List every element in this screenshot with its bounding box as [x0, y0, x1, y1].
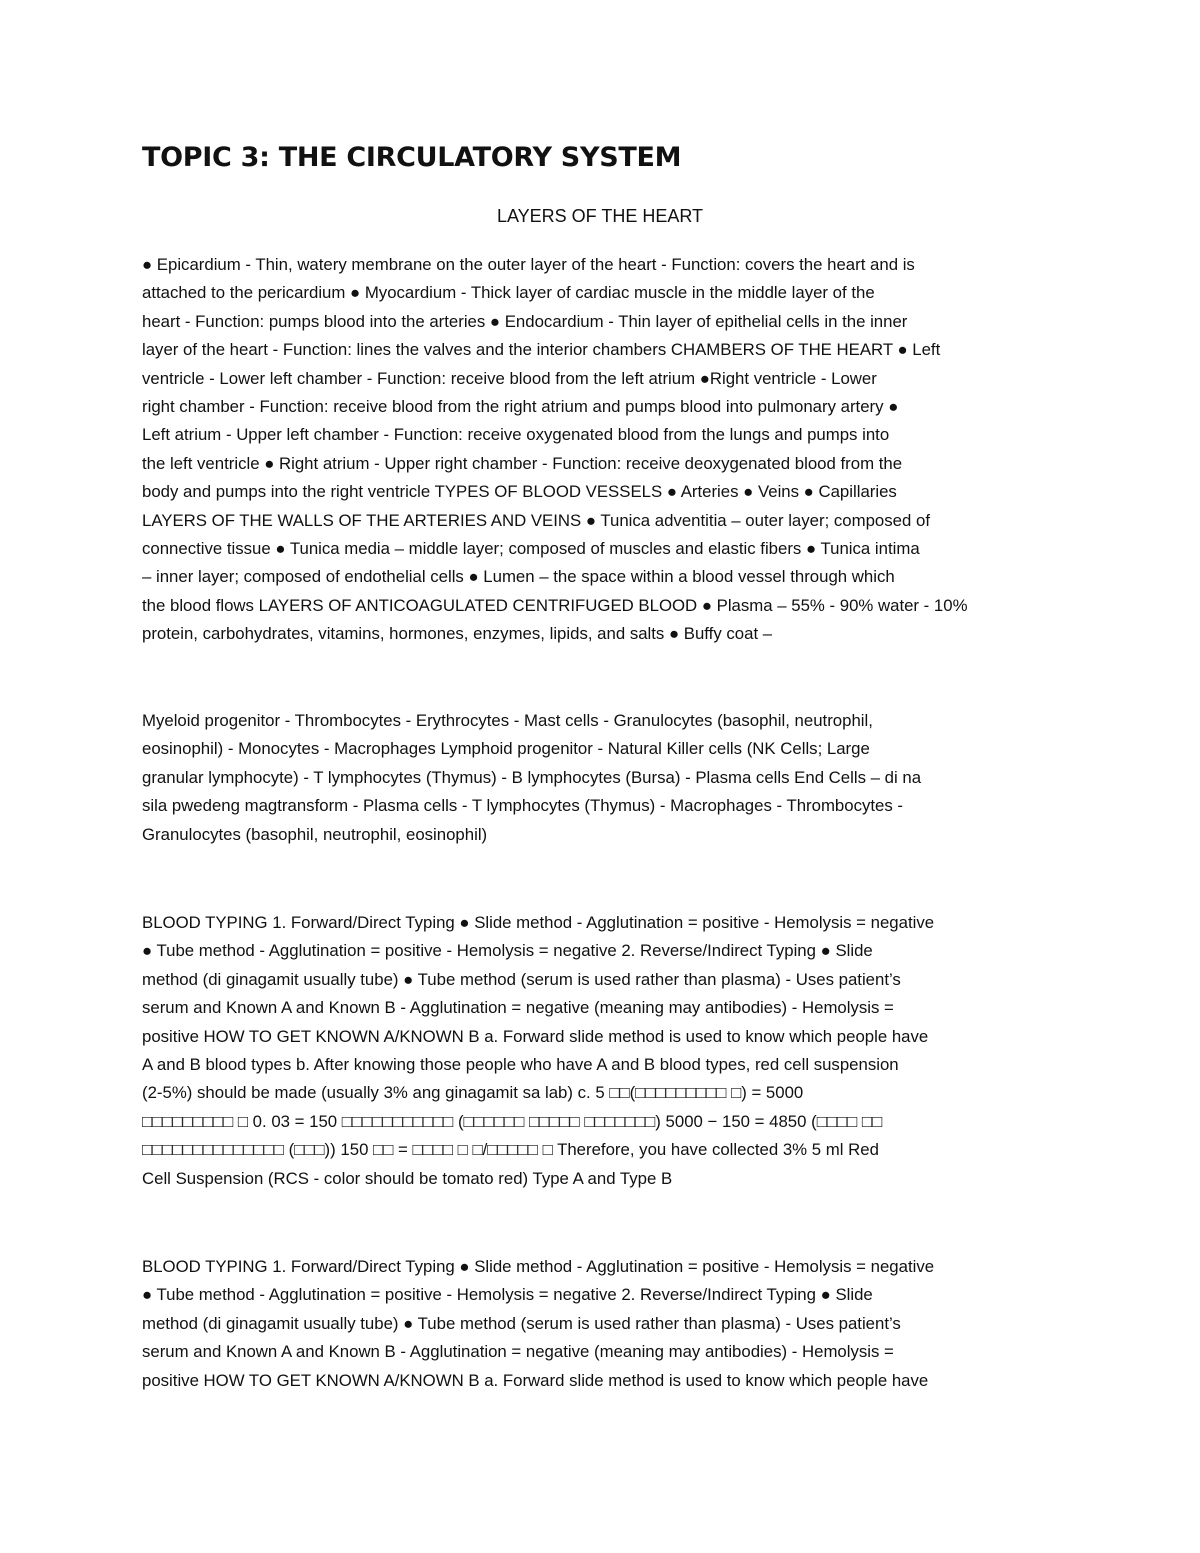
text-line: Cell Suspension (RCS - color should be tomato red) Type A and Type B — [142, 1168, 673, 1188]
text-line: BLOOD TYPING 1. Forward/Direct Typing ● Slide method - Agglutination = positive - Hemolysis = negative — [142, 913, 935, 932]
paragraph-progenitors — [142, 707, 1064, 849]
text-line: ● Tube method - Agglutination = positive - Hemolysis = negative 2. Reverse/Indirect Typing ● Slide — [142, 1285, 873, 1305]
text-line: protein, carbohydrates, vitamins, hormones, enzymes, lipids, and salts ● Buffy coat – — [142, 624, 773, 644]
text-line: Myeloid progenitor - Thrombocytes - Erythrocytes - Mast cells - Granulocytes (basophil, neutrophil, — [142, 711, 873, 730]
text-line: A and B blood types b. After knowing those people who have A and B blood types, red cell suspension — [142, 1055, 899, 1075]
page-title: TOPIC 3: THE CIRCULATORY SYSTEM — [142, 142, 682, 173]
text-line: LAYERS OF THE WALLS OF THE ARTERIES AND VEINS ● Tunica adventitia – outer layer; composed of — [142, 510, 930, 530]
text-line: layer of the heart - Function: lines the valves and the interior chambers CHAMBERS OF THE HEART ● Left — [142, 340, 941, 360]
text-line: attached to the pericardium ● Myocardium - Thick layer of cardiac muscle in the middle layer of the — [142, 283, 875, 303]
text-line: positive HOW TO GET KNOWN A/KNOWN B a. Forward slide method is used to know which people have — [142, 1370, 929, 1390]
text-line: connective tissue ● Tunica media – middle layer; composed of muscles and elastic fibers ● Tunica intima — [142, 539, 920, 559]
text-line: serum and Known A and Known B - Agglutination = negative (meaning may antibodies) - Hemolysis = — [142, 1342, 894, 1362]
text-line: ● Tube method - Agglutination = positive - Hemolysis = negative 2. Reverse/Indirect Typing ● Slide — [142, 941, 873, 961]
text-line: method (di ginagamit usually tube) ● Tube method (serum is used rather than plasma) - Uses patient’s — [142, 969, 901, 989]
text-line: the left ventricle ● Right atrium - Upper right chamber - Function: receive deoxygenated blood from the — [142, 453, 903, 473]
text-line: ventricle - Lower left chamber - Function: receive blood from the left atrium ●Right ventricle - Lower — [142, 368, 877, 388]
text-line: heart - Function: pumps blood into the arteries ● Endocardium - Thin layer of epithelial cells in the inner — [142, 311, 908, 331]
text-line: sila pwedeng magtransform - Plasma cells - T lymphocytes (Thymus) - Macrophages - Thrombocytes - — [142, 796, 904, 816]
text-line: eosinophil) - Monocytes - Macrophages Lymphoid progenitor - Natural Killer cells (NK Cells; Large — [142, 739, 870, 759]
text-line: □□□□□□□□□ □ 0. 03 = 150 □□□□□□□□□□□ (□□□□□□ □□□□□ □□□□□□□) 5000 − 150 = 4850 (□□□□ □□ — [142, 1111, 883, 1131]
text-line: □□□□□□□□□□□□□□ (□□□)) 150 □□ = □□□□ □ □/□□□□□ □ Therefore, you have collected 3% 5 ml Red — [142, 1140, 879, 1160]
paragraph-blood-typing — [142, 909, 1064, 1193]
text-line: body and pumps into the right ventricle TYPES OF BLOOD VESSELS ● Arteries ● Veins ● Capillaries — [142, 482, 897, 502]
text-line: Left atrium - Upper left chamber - Function: receive oxygenated blood from the lungs and pumps into — [142, 425, 890, 445]
paragraph-blood-typing-repeat — [142, 1253, 1064, 1395]
text-line: – inner layer; composed of endothelial cells ● Lumen – the space within a blood vessel through which — [142, 567, 895, 587]
text-line: (2-5%) should be made (usually 3% ang ginagamit sa lab) c. 5 □□(□□□□□□□□□ □) = 5000 — [142, 1083, 804, 1103]
text-line: granular lymphocyte) - T lymphocytes (Thymus) - B lymphocytes (Bursa) - Plasma cells End Cells – di na — [142, 767, 922, 787]
text-line: BLOOD TYPING 1. Forward/Direct Typing ● Slide method - Agglutination = positive - Hemolysis = negative — [142, 1257, 935, 1276]
text-line: method (di ginagamit usually tube) ● Tube method (serum is used rather than plasma) - Uses patient’s — [142, 1313, 901, 1333]
paragraph-heart-layers — [142, 251, 1064, 649]
text-line: positive HOW TO GET KNOWN A/KNOWN B a. Forward slide method is used to know which people have — [142, 1026, 929, 1046]
text-line: right chamber - Function: receive blood from the right atrium and pumps blood into pulmonary artery ● — [142, 397, 899, 417]
section-heading: LAYERS OF THE HEART — [496, 206, 704, 226]
text-line: serum and Known A and Known B - Agglutination = negative (meaning may antibodies) - Hemolysis = — [142, 998, 894, 1018]
text-line: the blood flows LAYERS OF ANTICOAGULATED CENTRIFUGED BLOOD ● Plasma – 55% - 90% water - 10% — [142, 595, 968, 615]
text-line: ● Epicardium - Thin, watery membrane on the outer layer of the heart - Function: covers the heart and is — [142, 255, 915, 274]
text-line: Granulocytes (basophil, neutrophil, eosinophil) — [142, 824, 488, 844]
